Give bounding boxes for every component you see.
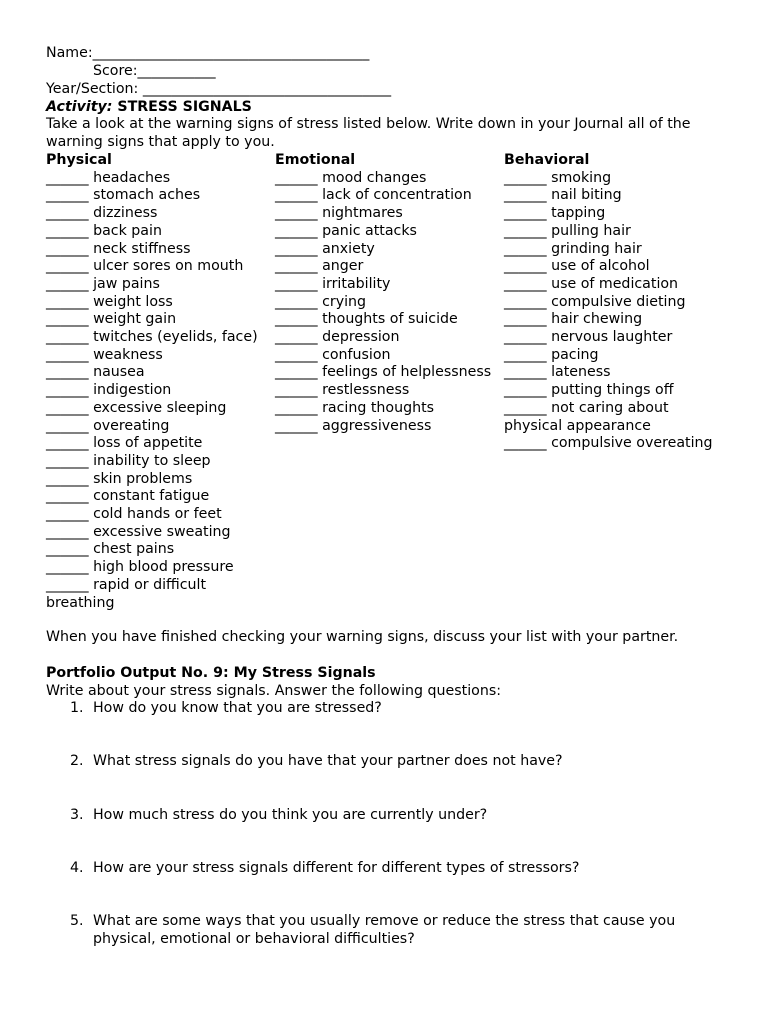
- question-number: 5.: [70, 913, 84, 929]
- check-blank: ______: [275, 329, 318, 346]
- checklist-label: crying: [322, 293, 367, 310]
- emotional-checklist-item: [275, 364, 501, 382]
- instructions: Take a look at the warning signs of stress listed below. Write down in your Journal all of the warning signs that apply to you.: [46, 116, 691, 150]
- check-blank: ______: [275, 399, 318, 416]
- emotional-checklist-item: [275, 418, 501, 436]
- physical-checklist-item: [46, 524, 272, 542]
- check-blank: ______: [275, 364, 318, 381]
- checklist-label: rapid or difficult breathing: [46, 576, 207, 611]
- behavioral-checklist-item: [504, 329, 730, 347]
- behavioral-column: [504, 152, 730, 453]
- portfolio-intro: Write about your stress signals. Answer the following questions:: [46, 683, 502, 699]
- physical-checklist-item: [46, 187, 272, 205]
- behavioral-list: [504, 170, 730, 453]
- behavioral-checklist-item: [504, 435, 730, 453]
- check-blank: ______: [46, 452, 89, 469]
- check-blank: ______: [504, 346, 547, 363]
- checklist-label: nausea: [93, 364, 145, 381]
- checklist-label: tapping: [551, 205, 606, 222]
- checklist-label: neck stiffness: [93, 240, 191, 257]
- checklist-label: pulling hair: [551, 222, 631, 239]
- question-text: What stress signals do you have that your partner does not have?: [93, 753, 563, 769]
- check-blank: ______: [46, 435, 89, 452]
- emotional-checklist-item: [275, 205, 501, 223]
- activity-heading: [46, 99, 252, 117]
- check-blank: ______: [504, 169, 547, 186]
- checklist-label: weakness: [93, 346, 163, 363]
- behavioral-checklist-item: [504, 187, 730, 205]
- checklist-label: thoughts of suicide: [322, 311, 458, 328]
- checklist-label: panic attacks: [322, 222, 417, 239]
- physical-checklist-item: [46, 435, 272, 453]
- check-blank: ______: [275, 258, 318, 275]
- check-blank: ______: [275, 240, 318, 257]
- physical-checklist-item: [46, 453, 272, 471]
- check-blank: ______: [46, 488, 89, 505]
- checklist-label: hair chewing: [551, 311, 643, 328]
- behavioral-checklist-item: [504, 311, 730, 329]
- checklist-label: ulcer sores on mouth: [93, 258, 244, 275]
- checklist-label: nail biting: [551, 187, 622, 204]
- check-blank: ______: [275, 169, 318, 186]
- checklist-label: loss of appetite: [93, 435, 203, 452]
- physical-checklist-item: [46, 577, 272, 612]
- emotional-checklist-item: [275, 276, 501, 294]
- physical-list: [46, 170, 272, 613]
- checklist-label: racing thoughts: [322, 399, 435, 416]
- physical-checklist-item: [46, 506, 272, 524]
- physical-checklist-item: [46, 471, 272, 489]
- behavioral-checklist-item: [504, 258, 730, 276]
- physical-checklist-item: [46, 329, 272, 347]
- check-blank: ______: [504, 311, 547, 328]
- emotional-checklist-item: [275, 311, 501, 329]
- checklist-label: indigestion: [93, 382, 172, 399]
- checklist-label: feelings of helplessness: [322, 364, 492, 381]
- physical-checklist-item: [46, 400, 272, 418]
- activity-title: STRESS SIGNALS: [112, 99, 252, 115]
- checklist-label: dizziness: [93, 205, 158, 222]
- physical-heading: Physical: [46, 152, 112, 168]
- check-blank: ______: [504, 258, 547, 275]
- checklist-label: overeating: [93, 417, 170, 434]
- check-blank: ______: [46, 346, 89, 363]
- check-blank: ______: [46, 187, 89, 204]
- question-text: What are some ways that you usually remove or reduce the stress that cause you physical, emotional or behavioral difficulties?: [93, 913, 676, 947]
- physical-checklist-item: [46, 311, 272, 329]
- check-blank: ______: [504, 382, 547, 399]
- checklist-label: depression: [322, 329, 400, 346]
- checklist-label: skin problems: [93, 470, 193, 487]
- emotional-list: [275, 170, 501, 436]
- checklist-label: high blood pressure: [93, 559, 234, 576]
- check-blank: ______: [46, 311, 89, 328]
- check-blank: ______: [46, 240, 89, 257]
- emotional-checklist-item: [275, 241, 501, 259]
- check-blank: ______: [504, 293, 547, 310]
- physical-checklist-item: [46, 364, 272, 382]
- check-blank: ______: [275, 205, 318, 222]
- physical-checklist-item: [46, 541, 272, 559]
- physical-checklist-item: [46, 382, 272, 400]
- check-blank: ______: [46, 364, 89, 381]
- check-blank: ______: [504, 275, 547, 292]
- emotional-checklist-item: [275, 170, 501, 188]
- emotional-checklist-item: [275, 294, 501, 312]
- check-blank: ______: [504, 435, 547, 452]
- check-blank: ______: [46, 576, 89, 593]
- name-line: Name:_______________________________________: [46, 45, 370, 61]
- emotional-checklist-item: [275, 347, 501, 365]
- physical-checklist-item: [46, 276, 272, 294]
- check-blank: ______: [504, 187, 547, 204]
- check-blank: ______: [504, 222, 547, 239]
- checklist-label: grinding hair: [551, 240, 642, 257]
- emotional-checklist-item: [275, 258, 501, 276]
- checklist-label: anxiety: [322, 240, 375, 257]
- check-blank: ______: [504, 205, 547, 222]
- emotional-checklist-item: [275, 400, 501, 418]
- checklist-label: weight loss: [93, 293, 173, 310]
- question-number: 3.: [70, 807, 84, 823]
- behavioral-checklist-item: [504, 364, 730, 382]
- checklist-label: twitches (eyelids, face): [93, 329, 258, 346]
- check-blank: ______: [275, 311, 318, 328]
- behavioral-checklist-item: [504, 205, 730, 223]
- physical-checklist-item: [46, 347, 272, 365]
- checklist-label: lack of concentration: [322, 187, 472, 204]
- checklist-label: weight gain: [93, 311, 177, 328]
- physical-checklist-item: [46, 559, 272, 577]
- checklist-label: anger: [322, 258, 364, 275]
- checklist-label: lateness: [551, 364, 611, 381]
- behavioral-checklist-item: [504, 294, 730, 312]
- check-blank: ______: [275, 293, 318, 310]
- checklist-label: pacing: [551, 346, 599, 363]
- checklist-label: constant fatigue: [93, 488, 210, 505]
- emotional-checklist-item: [275, 329, 501, 347]
- physical-checklist-item: [46, 241, 272, 259]
- check-blank: ______: [46, 506, 89, 523]
- emotional-checklist-item: [275, 223, 501, 241]
- physical-checklist-item: [46, 258, 272, 276]
- behavioral-checklist-item: [504, 382, 730, 400]
- physical-column: [46, 152, 272, 612]
- check-blank: ______: [275, 346, 318, 363]
- check-blank: ______: [504, 329, 547, 346]
- checklist-label: compulsive overeating: [551, 435, 713, 452]
- emotional-heading: Emotional: [275, 152, 356, 168]
- physical-checklist-item: [46, 294, 272, 312]
- checklist-label: stomach aches: [93, 187, 201, 204]
- question-number: 2.: [70, 753, 84, 769]
- portfolio-title: Portfolio Output No. 9: My Stress Signals: [46, 665, 376, 681]
- year-section-line: Year/Section: ___________________________________: [46, 81, 392, 97]
- behavioral-checklist-item: [504, 400, 730, 435]
- check-blank: ______: [46, 258, 89, 275]
- checklist-label: restlessness: [322, 382, 410, 399]
- behavioral-checklist-item: [504, 170, 730, 188]
- checklist-label: excessive sleeping: [93, 399, 227, 416]
- checklist-label: compulsive dieting: [551, 293, 686, 310]
- check-blank: ______: [275, 417, 318, 434]
- checklist-label: jaw pains: [93, 275, 160, 292]
- checklist-label: back pain: [93, 222, 162, 239]
- checklist-label: cold hands or feet: [93, 506, 222, 523]
- check-blank: ______: [275, 222, 318, 239]
- checklist-label: chest pains: [93, 541, 175, 558]
- check-blank: ______: [46, 329, 89, 346]
- check-blank: ______: [46, 470, 89, 487]
- physical-checklist-item: [46, 418, 272, 436]
- checklist-label: nervous laughter: [551, 329, 673, 346]
- activity-label: Activity:: [46, 99, 113, 115]
- question-number: 4.: [70, 860, 84, 876]
- checklist-label: smoking: [551, 169, 612, 186]
- check-blank: ______: [46, 399, 89, 416]
- closing-note: When you have finished checking your warning signs, discuss your list with your partner.: [46, 629, 679, 645]
- check-blank: ______: [275, 382, 318, 399]
- checklist-label: not caring about physical appearance: [504, 399, 669, 434]
- checklist-label: nightmares: [322, 205, 403, 222]
- checklist-label: confusion: [322, 346, 391, 363]
- check-blank: ______: [46, 541, 89, 558]
- check-blank: ______: [46, 382, 89, 399]
- check-blank: ______: [275, 275, 318, 292]
- behavioral-checklist-item: [504, 347, 730, 365]
- question-text: How much stress do you think you are currently under?: [93, 807, 488, 823]
- check-blank: ______: [46, 222, 89, 239]
- check-blank: ______: [46, 275, 89, 292]
- check-blank: ______: [46, 417, 89, 434]
- physical-checklist-item: [46, 205, 272, 223]
- behavioral-heading: Behavioral: [504, 152, 590, 168]
- checklist-label: excessive sweating: [93, 523, 231, 540]
- emotional-column: [275, 152, 501, 435]
- checklist-label: use of alcohol: [551, 258, 650, 275]
- check-blank: ______: [46, 559, 89, 576]
- check-blank: ______: [504, 364, 547, 381]
- question-text: How do you know that you are stressed?: [93, 700, 382, 716]
- physical-checklist-item: [46, 488, 272, 506]
- check-blank: ______: [504, 240, 547, 257]
- behavioral-checklist-item: [504, 241, 730, 259]
- checklist-label: headaches: [93, 169, 171, 186]
- behavioral-checklist-item: [504, 223, 730, 241]
- question-number: 1.: [70, 700, 84, 716]
- check-blank: ______: [46, 293, 89, 310]
- check-blank: ______: [46, 169, 89, 186]
- checklist-label: putting things off: [551, 382, 674, 399]
- score-line: Score:___________: [93, 63, 216, 79]
- physical-checklist-item: [46, 170, 272, 188]
- checklist-label: mood changes: [322, 169, 427, 186]
- check-blank: ______: [46, 523, 89, 540]
- check-blank: ______: [504, 399, 547, 416]
- check-blank: ______: [275, 187, 318, 204]
- checklist-label: use of medication: [551, 275, 679, 292]
- physical-checklist-item: [46, 223, 272, 241]
- checklist-label: inability to sleep: [93, 452, 211, 469]
- check-blank: ______: [46, 205, 89, 222]
- emotional-checklist-item: [275, 187, 501, 205]
- question-text: How are your stress signals different for different types of stressors?: [93, 860, 580, 876]
- behavioral-checklist-item: [504, 276, 730, 294]
- emotional-checklist-item: [275, 382, 501, 400]
- checklist-label: irritability: [322, 275, 391, 292]
- checklist-label: aggressiveness: [322, 417, 432, 434]
